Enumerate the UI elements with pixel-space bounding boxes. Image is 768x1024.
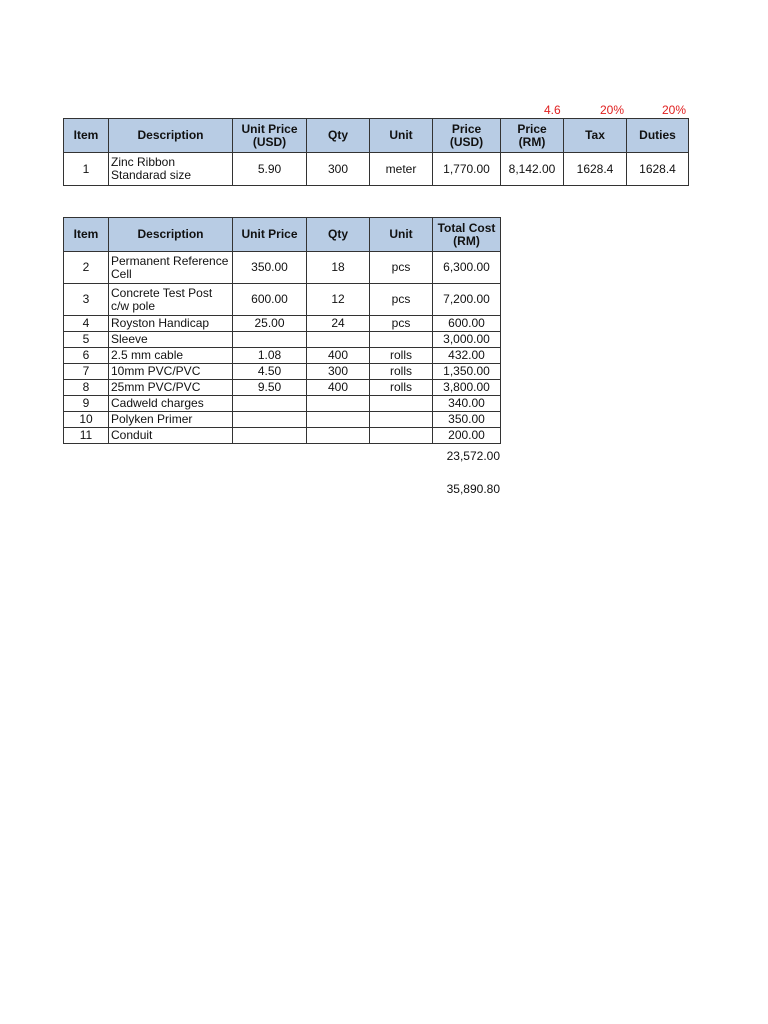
cell-total-cost[interactable]: 340.00 [433, 396, 501, 412]
materials-cost-table [63, 217, 501, 444]
duty-percent: 20% [662, 103, 687, 117]
cell-qty[interactable]: 400 [307, 380, 370, 396]
cell-unit-price[interactable]: 9.50 [233, 380, 307, 396]
cell-item[interactable]: 3 [64, 284, 109, 316]
table-row [64, 348, 501, 364]
cell-description[interactable]: Zinc Ribbon Standarad size [109, 153, 233, 186]
import-cost-table [63, 118, 689, 186]
col-header-item: Item [64, 119, 109, 153]
col-header-unit: Unit [370, 119, 433, 153]
col-header-unit-price: Unit Price [233, 218, 307, 252]
cell-unit[interactable]: pcs [370, 316, 433, 332]
cell-unit[interactable]: pcs [370, 284, 433, 316]
cell-item[interactable]: 2 [64, 252, 109, 284]
cell-qty[interactable]: 12 [307, 284, 370, 316]
cell-unit-price[interactable]: 5.90 [233, 153, 307, 186]
cell-unit[interactable]: rolls [370, 380, 433, 396]
cell-tax[interactable]: 1628.4 [564, 153, 627, 186]
table1-header-row [64, 119, 689, 153]
col-header-unit-price-usd: Unit Price (USD) [233, 119, 307, 153]
table-row [64, 428, 501, 444]
cell-total-cost[interactable]: 6,300.00 [433, 252, 501, 284]
cell-unit-price[interactable]: 1.08 [233, 348, 307, 364]
col-header-price-rm: Price (RM) [501, 119, 564, 153]
cell-qty[interactable] [307, 412, 370, 428]
cell-description[interactable]: Permanent Reference Cell [109, 252, 233, 284]
table-row [64, 252, 501, 284]
col-header-description: Description [109, 119, 233, 153]
cell-qty[interactable]: 300 [307, 364, 370, 380]
cell-unit-price[interactable] [233, 332, 307, 348]
cell-description[interactable]: Cadweld charges [109, 396, 233, 412]
cell-qty[interactable]: 18 [307, 252, 370, 284]
cell-price-usd[interactable]: 1,770.00 [433, 153, 501, 186]
cell-description[interactable]: Concrete Test Post c/w pole [109, 284, 233, 316]
cell-item[interactable]: 7 [64, 364, 109, 380]
cell-unit-price[interactable] [233, 412, 307, 428]
cell-item[interactable]: 11 [64, 428, 109, 444]
cell-item[interactable]: 1 [64, 153, 109, 186]
cell-description[interactable]: Polyken Primer [109, 412, 233, 428]
col-header-qty: Qty [307, 119, 370, 153]
cell-qty[interactable] [307, 332, 370, 348]
table-row [64, 316, 501, 332]
table-row [64, 380, 501, 396]
cell-total-cost[interactable]: 600.00 [433, 316, 501, 332]
cell-qty[interactable]: 400 [307, 348, 370, 364]
table-row [64, 364, 501, 380]
table-row [64, 332, 501, 348]
cell-item[interactable]: 10 [64, 412, 109, 428]
table-row [64, 153, 689, 186]
cell-price-rm[interactable]: 8,142.00 [501, 153, 564, 186]
col-header-duties: Duties [627, 119, 689, 153]
exchange-rate: 4.6 [544, 103, 561, 117]
cell-item[interactable]: 6 [64, 348, 109, 364]
table2-header-row [64, 218, 501, 252]
cell-unit-price[interactable]: 350.00 [233, 252, 307, 284]
table-row [64, 396, 501, 412]
cell-total-cost[interactable]: 200.00 [433, 428, 501, 444]
cell-unit-price[interactable] [233, 428, 307, 444]
cell-item[interactable]: 5 [64, 332, 109, 348]
cell-duties[interactable]: 1628.4 [627, 153, 689, 186]
cell-unit-price[interactable]: 4.50 [233, 364, 307, 380]
cell-description[interactable]: Conduit [109, 428, 233, 444]
cell-total-cost[interactable]: 1,350.00 [433, 364, 501, 380]
cell-unit[interactable] [370, 428, 433, 444]
cell-unit[interactable] [370, 412, 433, 428]
tax-percent: 20% [600, 103, 625, 117]
col-header-unit: Unit [370, 218, 433, 252]
table-row [64, 412, 501, 428]
cell-item[interactable]: 8 [64, 380, 109, 396]
cell-qty[interactable]: 24 [307, 316, 370, 332]
cell-total-cost[interactable]: 3,000.00 [433, 332, 501, 348]
cell-unit-price[interactable] [233, 396, 307, 412]
cell-qty[interactable] [307, 396, 370, 412]
cell-item[interactable]: 9 [64, 396, 109, 412]
col-header-item: Item [64, 218, 109, 252]
col-header-description: Description [109, 218, 233, 252]
cell-unit[interactable]: pcs [370, 252, 433, 284]
cell-unit[interactable]: rolls [370, 364, 433, 380]
table-row [64, 284, 501, 316]
col-header-total-cost: Total Cost (RM) [433, 218, 501, 252]
cell-item[interactable]: 4 [64, 316, 109, 332]
cell-description[interactable]: 10mm PVC/PVC [109, 364, 233, 380]
cell-total-cost[interactable]: 350.00 [433, 412, 501, 428]
cell-unit-price[interactable]: 600.00 [233, 284, 307, 316]
cell-unit-price[interactable]: 25.00 [233, 316, 307, 332]
cell-unit[interactable]: meter [370, 153, 433, 186]
cell-unit[interactable] [370, 332, 433, 348]
cell-unit[interactable] [370, 396, 433, 412]
cell-qty[interactable]: 300 [307, 153, 370, 186]
col-header-qty: Qty [307, 218, 370, 252]
col-header-price-usd: Price (USD) [433, 119, 501, 153]
subtotal-value: 23,572.00 [446, 449, 500, 463]
cell-description[interactable]: 25mm PVC/PVC [109, 380, 233, 396]
cell-total-cost[interactable]: 3,800.00 [433, 380, 501, 396]
grand-total-value: 35,890.80 [446, 482, 500, 496]
cell-description[interactable]: Sleeve [109, 332, 233, 348]
col-header-tax: Tax [564, 119, 627, 153]
cell-description[interactable]: Royston Handicap [109, 316, 233, 332]
cell-description[interactable]: 2.5 mm cable [109, 348, 233, 364]
cell-unit[interactable]: rolls [370, 348, 433, 364]
cell-total-cost[interactable]: 7,200.00 [433, 284, 501, 316]
cell-qty[interactable] [307, 428, 370, 444]
cell-total-cost[interactable]: 432.00 [433, 348, 501, 364]
